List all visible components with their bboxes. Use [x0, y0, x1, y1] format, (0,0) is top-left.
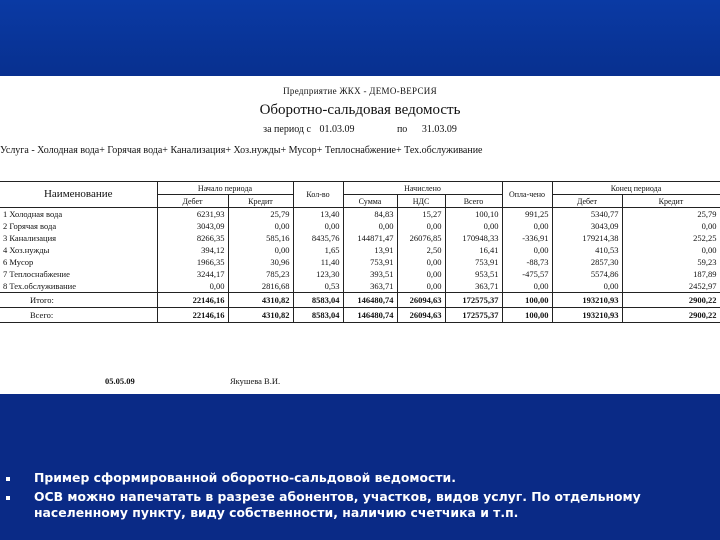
header-sum: Сумма	[343, 195, 397, 208]
header-name: Наименование	[0, 182, 157, 208]
signature-date: 05.05.09	[105, 376, 135, 386]
period-label: за период с	[263, 124, 311, 135]
header-end-debit: Дебет	[552, 195, 622, 208]
table-row: 1 Холодная вода 6231,93 25,79 13,40 84,83 15,27 100,10 991,25 5340,77 25,79	[0, 208, 720, 221]
date-from: 01.03.09	[319, 124, 355, 135]
document-title: Оборотно-сальдовая ведомость	[259, 102, 461, 118]
header-row-1	[0, 182, 720, 195]
header-end-credit: Кредит	[622, 195, 720, 208]
table-row: 8 Тех.обслуживание 0,00 2816,68 0,53 363,71 0,00 363,71 0,00 0,00 2452,97	[0, 280, 720, 293]
header-qty: Кол-во	[293, 182, 343, 208]
date-to-label: по	[396, 124, 408, 135]
date-to: 31.03.09	[421, 124, 457, 135]
header-credit: Кредит	[228, 195, 293, 208]
itogo-row: Итого: 22146,16 4310,82 8583,04 146480,74 26094,63 172575,37 100,00 193210,93 2900,22	[0, 293, 720, 308]
table-row: 3 Канализация 8266,35 585,16 8435,76 144871,47 26076,85 170948,33 -336,91 179214,38 252,25	[0, 232, 720, 244]
bullet-square-icon	[6, 496, 10, 500]
ledger-table	[0, 181, 720, 323]
slide-background-top	[0, 0, 720, 76]
table-row: 6 Мусор 1966,35 30,96 11,40 753,91 0,00 753,91 -88,73 2857,30 59,23	[0, 256, 720, 268]
vsego-row: Всего: 22146,16 4310,82 8583,04 146480,74 26094,63 172575,37 100,00 193210,93 2900,22	[0, 308, 720, 323]
company-name: Предприятие ЖКХ - ДЕМО-ВЕРСИЯ	[283, 86, 437, 96]
services-line: Услуга - Холодная вода+ Горячая вода+ Канализация+ Хоз.нужды+ Мусор+ Теплоснабжение+ Тех.обслуживание	[0, 145, 483, 156]
period-line	[0, 124, 720, 135]
header-vat: НДС	[397, 195, 445, 208]
header-start-period: Начало периода	[157, 182, 293, 195]
header-end-period: Конец периода	[552, 182, 720, 195]
table-row: 7 Теплоснабжение 3244,17 785,23 123,30 393,51 0,00 953,51 -475,57 5574,86 187,89	[0, 268, 720, 280]
table-row: 2 Горячая вода 3043,09 0,00 0,00 0,00 0,00 0,00 0,00 3043,09 0,00	[0, 220, 720, 232]
ledger-document	[0, 76, 720, 394]
header-total: Всего	[445, 195, 502, 208]
signature-name: Якушева В.И.	[230, 376, 281, 386]
header-paid: Опла-чено	[502, 182, 552, 208]
bullet-square-icon	[6, 477, 10, 481]
header-debit: Дебет	[157, 195, 228, 208]
table-row: 4 Хоз.нужды 394,12 0,00 1,65 13,91 2,50 16,41 0,00 410,53 0,00	[0, 244, 720, 256]
bullet-item: ОСВ можно напечатать в разрезе абонентов, участков, видов услуг. По отдельному населенному пункту, виду собственности, наличию счетчика и т.п.	[0, 489, 720, 521]
header-accrued: Начислено	[343, 182, 502, 195]
bullet-list	[0, 470, 720, 524]
bullet-item: Пример сформированной оборотно-сальдовой ведомости.	[0, 470, 720, 486]
